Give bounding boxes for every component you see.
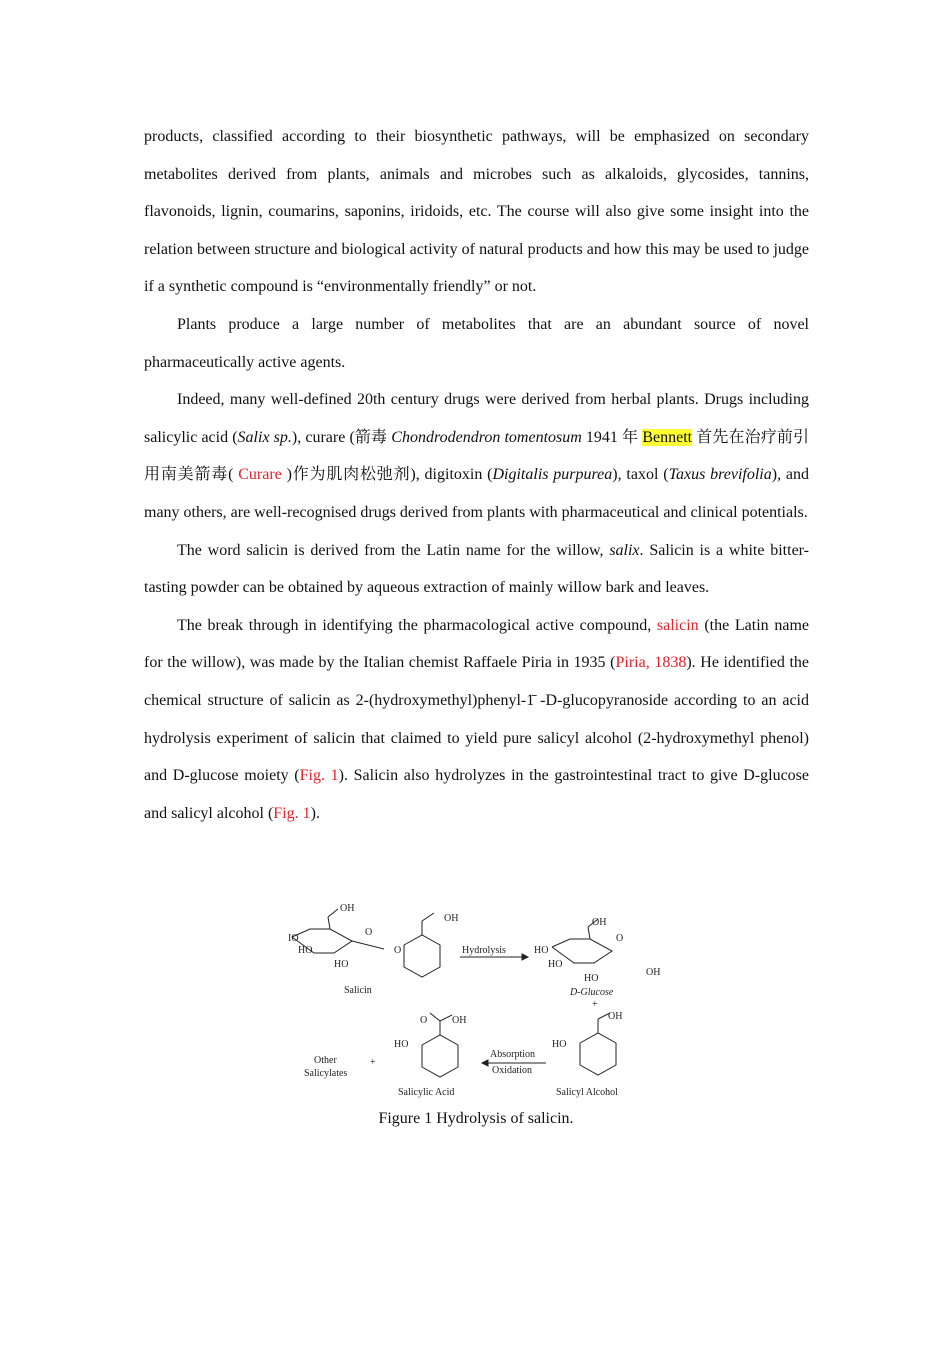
- label-ho: HO: [548, 959, 563, 970]
- hydrolysis-figure: [280, 895, 672, 1105]
- species-name: Chondrodendron tomentosum: [391, 428, 582, 446]
- text-run: ). He identified the chemical structure of salicin as 2-(hydroxymethyl)phenyl-1̄ -D-glucopyranoside according to an acid hydrolysis experiment of salicin that claimed to yield pure salicyl alcohol (2-hydroxymethyl phenol) and D-glucose moiety (: [144, 654, 809, 785]
- text-run: ). Salicin also hydrolyzes in the gastrointestinal tract to give D-glucose and salicyl alcohol (: [144, 767, 810, 822]
- bond: [430, 1013, 440, 1021]
- paragraph-2: Plants produce a large number of metabolites that are an abundant source of novel pharmaceutically active agents.: [144, 315, 809, 371]
- latin-word: salix: [609, 541, 640, 559]
- bond: [422, 913, 434, 921]
- text-run: ), curare (箭毒: [291, 428, 392, 446]
- text-run: . Salicin is a white bitter-tasting powder can be obtained by aqueous extraction of mainly willow bark and leaves.: [144, 541, 810, 597]
- figure-link[interactable]: Fig. 1: [273, 804, 311, 822]
- bond: [328, 909, 338, 917]
- label-o: O: [616, 933, 624, 944]
- label-salicyl-alcohol: Salicyl Alcohol: [556, 1087, 618, 1098]
- species-name: Salix sp.: [237, 428, 292, 446]
- red-term: Curare: [233, 466, 287, 484]
- label-dglucose: D-Glucose: [570, 987, 614, 998]
- figure-link[interactable]: Fig. 1: [299, 767, 339, 785]
- label-salicylic-acid: Salicylic Acid: [398, 1087, 455, 1098]
- label-salicin: Salicin: [344, 985, 372, 996]
- text-run: The word salicin is derived from the Latin name for the willow,: [177, 541, 610, 559]
- text-run: 1941 年: [581, 428, 643, 446]
- label-o: O: [420, 1015, 428, 1026]
- document-body: [144, 118, 809, 832]
- highlighted-name: Bennett: [642, 428, 693, 446]
- arrowhead: [482, 1060, 488, 1066]
- text-run: The break through in identifying the pharmacological active compound,: [177, 616, 657, 634]
- label-absorption: Absorption: [490, 1049, 535, 1060]
- paragraph-3: [144, 381, 809, 531]
- text-run: )作为肌肉松弛剂), digitoxin (: [286, 466, 493, 484]
- label-oh: OH: [608, 1011, 623, 1022]
- salicylic-acid-benzene: [422, 1035, 458, 1077]
- label-plus: +: [592, 999, 598, 1010]
- label-ho: HO: [298, 945, 313, 956]
- paragraph-1: products, classified according to their biosynthetic pathways, will be emphasized on secondary metabolites derived from plants, animals and microbes such as alkaloids, glycosides, tannins, flavonoids, lignin, coumarins, saponins, iridoids, etc. The course will also give some insight into the relation between structure and biological activity of natural products and how this may be used to judge if a synthetic compound is “environmentally friendly” or not.: [144, 128, 809, 296]
- figure-caption: Figure 1 Hydrolysis of salicin.: [378, 1110, 574, 1127]
- label-plus: +: [370, 1057, 376, 1068]
- paragraph-4: [144, 532, 809, 607]
- salicin-benzene: [404, 935, 440, 977]
- species-name: Taxus brevifolia: [668, 466, 772, 484]
- label-oh: OH: [592, 917, 607, 928]
- label-o: O: [394, 945, 402, 956]
- label-oh: OH: [452, 1015, 467, 1026]
- label-ho: HO: [334, 959, 349, 970]
- bond: [440, 1015, 452, 1021]
- arrowhead: [522, 954, 528, 960]
- label-ho: HO: [552, 1039, 567, 1050]
- text-run: ), taxol (: [612, 466, 669, 484]
- label-ho: HO: [584, 973, 599, 984]
- text-run: Indeed, many well-defined 20th century drugs were derived from herbal plants. Drugs including salicylic acid (: [144, 391, 809, 446]
- bond: [588, 927, 590, 939]
- bond: [352, 941, 384, 949]
- text-run: 首先在治疗前引用南美箭毒(: [144, 428, 809, 484]
- label-salicylates: Salicylates: [304, 1068, 348, 1079]
- text-run: ).: [310, 804, 320, 822]
- bond: [328, 917, 330, 929]
- label-oh: OH: [340, 903, 355, 914]
- paragraph-5: [144, 607, 809, 833]
- label-oh: OH: [646, 967, 661, 978]
- label-hydrolysis: Hydrolysis: [462, 945, 506, 956]
- reaction-scheme: [280, 895, 672, 1105]
- label-o: O: [365, 927, 373, 938]
- text-run: (the Latin name for the willow), was made by the Italian chemist Raffaele Piria in 1935 (: [144, 616, 809, 672]
- label-ho: HO: [534, 945, 549, 956]
- salicin-link[interactable]: salicin: [656, 616, 699, 634]
- label-oh: OH: [444, 913, 459, 924]
- salicyl-alcohol-benzene: [580, 1033, 616, 1075]
- text-run: ), and many others, are well-recognised drugs derived from plants with pharmaceutical and clinical potentials.: [144, 466, 810, 521]
- label-io: IO: [288, 933, 299, 944]
- label-other: Other: [314, 1055, 337, 1066]
- label-ho: HO: [394, 1039, 409, 1050]
- label-oxidation: Oxidation: [492, 1065, 532, 1076]
- citation-link[interactable]: Piria, 1838: [615, 654, 687, 672]
- species-name: Digitalis purpurea: [492, 466, 613, 484]
